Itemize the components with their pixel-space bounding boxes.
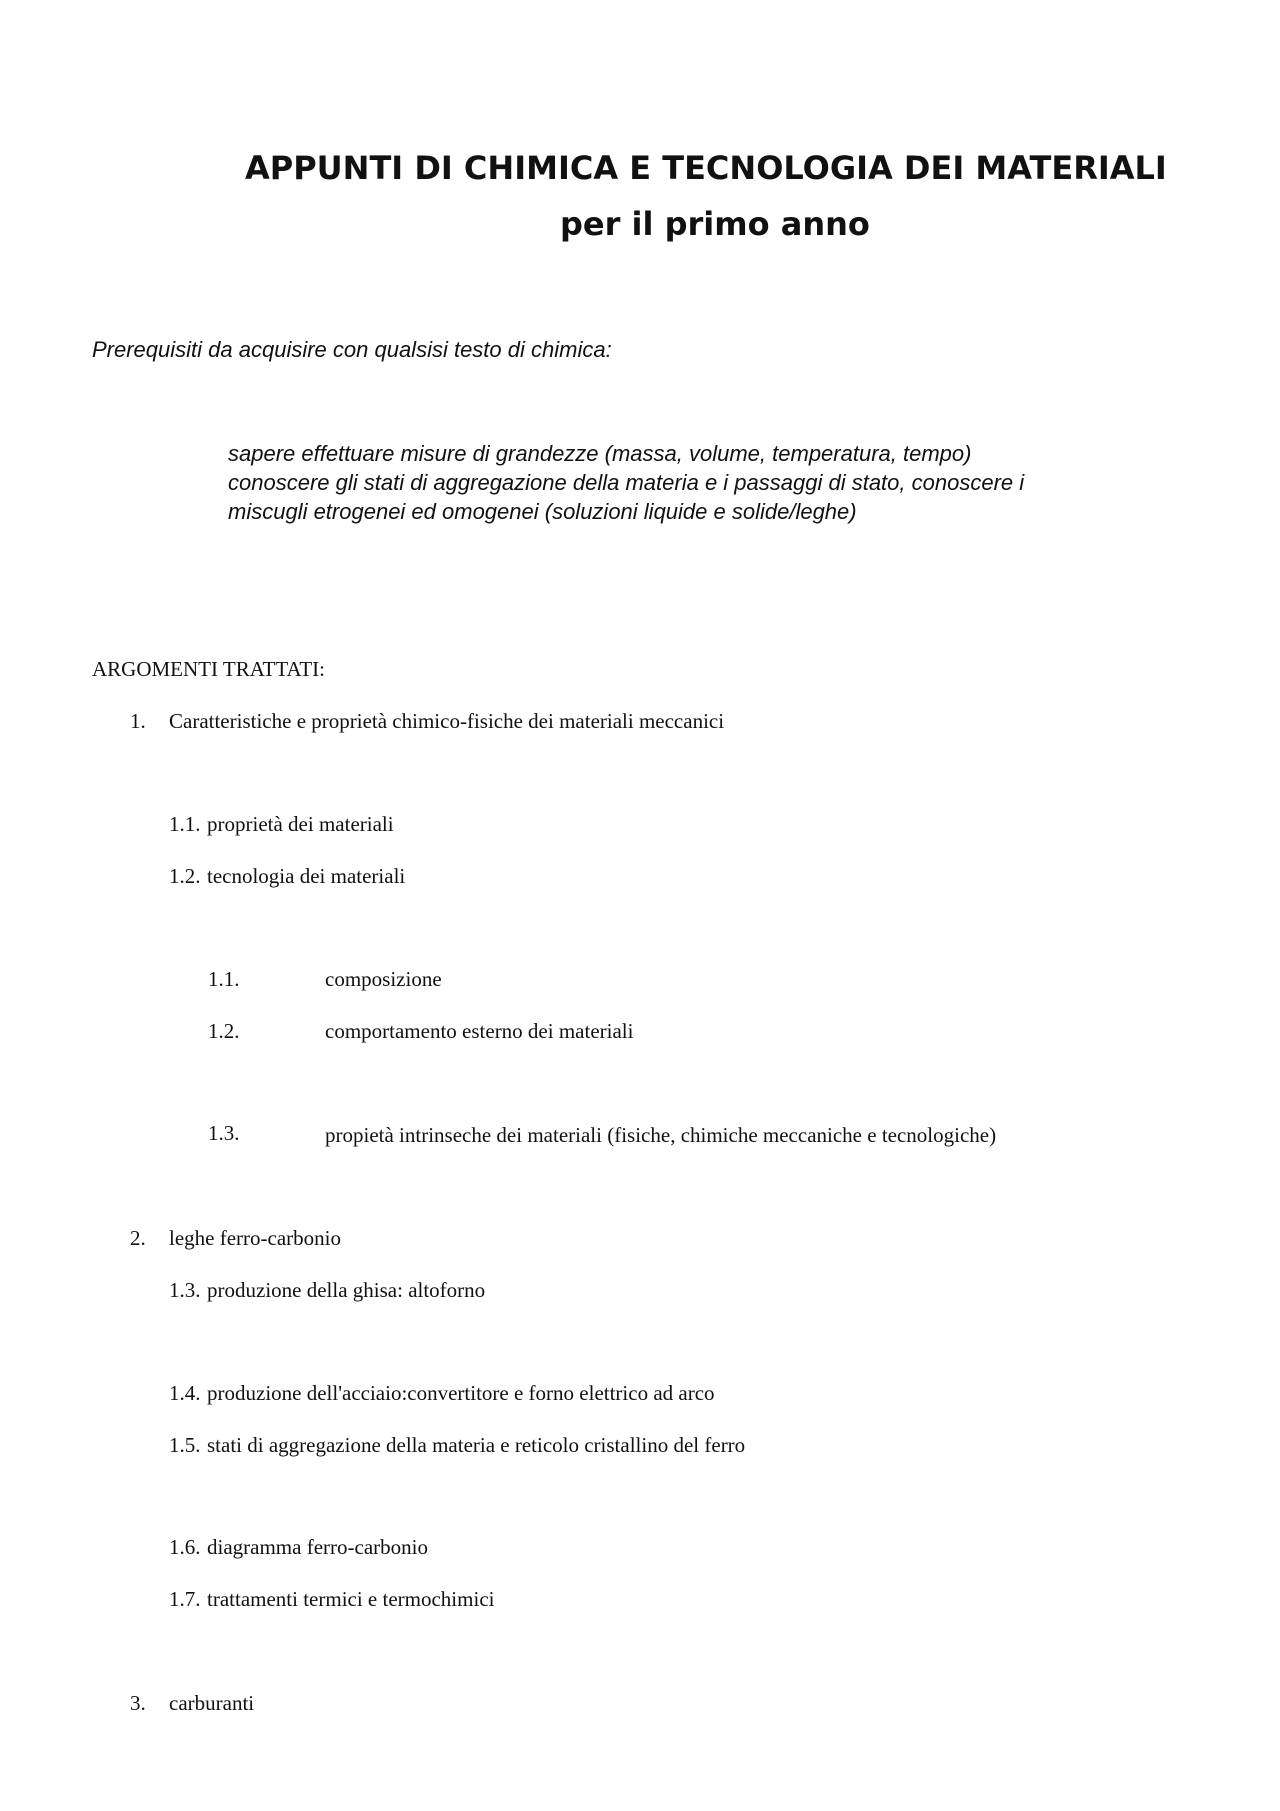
document-subtitle: per il primo anno	[560, 205, 870, 243]
prerequisites-heading: Prerequisiti da acquisire con qualsisi testo di chimica:	[92, 337, 612, 362]
list-item-text: carburanti	[169, 1691, 255, 1715]
prerequisites-line: sapere effettuare misure di grandezze (massa, volume, temperatura, tempo)	[228, 441, 972, 466]
topics-heading: ARGOMENTI TRATTATI:	[92, 657, 325, 681]
list-item-text: diagramma ferro-carbonio	[207, 1535, 428, 1559]
prerequisites-line: conoscere gli stati di aggregazione della materia e i passaggi di stato, conoscere i	[228, 470, 1025, 495]
list-item-number: 1.2.	[208, 1019, 240, 1043]
list-item-text: propietà intrinseche dei materiali (fisiche, chimiche meccaniche e tecnologiche)	[325, 1123, 997, 1147]
list-item-number: 1.2.	[169, 864, 201, 888]
list-item-text: leghe ferro-carbonio	[169, 1226, 341, 1250]
list-item-text: proprietà dei materiali	[207, 812, 394, 836]
list-item-number: 1.7.	[169, 1587, 201, 1611]
list-item-number: 1.1.	[208, 967, 240, 991]
list-item-number: 1.6.	[169, 1535, 201, 1559]
list-item-number: 1.3.	[208, 1121, 240, 1145]
list-item-number: 3.	[130, 1691, 146, 1715]
list-item-number: 1.4.	[169, 1381, 201, 1405]
list-item-text: composizione	[325, 967, 442, 991]
list-item-text: produzione dell'acciaio:convertitore e forno elettrico ad arco	[207, 1381, 715, 1405]
list-item-number: 1.	[130, 709, 146, 733]
list-item-text: stati di aggregazione della materia e reticolo cristallino del ferro	[207, 1433, 746, 1457]
list-item-number: 1.5.	[169, 1433, 201, 1457]
prerequisites-line: miscugli etrogenei ed omogenei (soluzioni liquide e solide/leghe)	[228, 499, 857, 524]
list-item-text: trattamenti termici e termochimici	[207, 1587, 495, 1611]
list-item-text: comportamento esterno dei materiali	[325, 1019, 634, 1043]
list-item-number: 2.	[130, 1226, 146, 1250]
list-item-text: tecnologia dei materiali	[207, 864, 406, 888]
list-item-number: 1.3.	[169, 1278, 201, 1302]
document-title: APPUNTI DI CHIMICA E TECNOLOGIA DEI MATERIALI	[245, 149, 1167, 187]
list-item-number: 1.1.	[169, 812, 201, 836]
list-item-text: Caratteristiche e proprietà chimico-fisiche dei materiali meccanici	[169, 709, 725, 733]
list-item-text: produzione della ghisa: altoforno	[207, 1278, 486, 1302]
prerequisites-text	[228, 439, 1088, 526]
